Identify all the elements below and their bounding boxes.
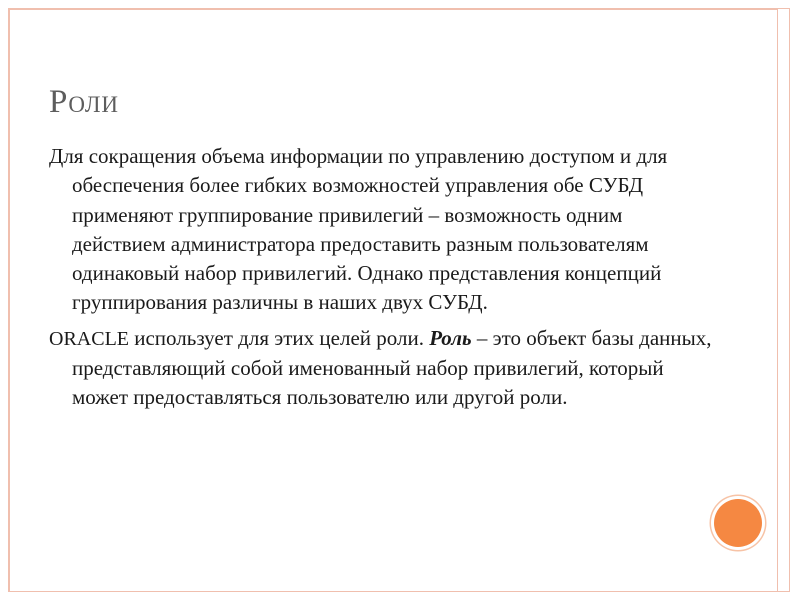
paragraph-oracle-roles [49,324,714,413]
role-term: Роль [429,325,472,350]
paragraph2-text-before: использует для этих целей роли. [129,325,430,350]
accent-circle-icon [714,499,762,547]
paragraph2-text-after: – это объект базы данных, представляющий собой именованный набор привилегий, который может предоставляться пользователю или другой роли. [72,325,712,410]
slide-body [49,142,714,413]
slide-title: Роли [49,84,120,120]
paragraph-grouping: Для сокращения объема информации по управлению доступом и для обеспечения более гибких возможностей управления обе СУБД применяют группирование привилегий – возможность одним действием администратора предоставить разным пользователям одинаковый набор привилегий. Однако представления концепций группирования различны в наших двух СУБД. [49,144,668,315]
oracle-lead-word: ORACLE [49,327,129,350]
